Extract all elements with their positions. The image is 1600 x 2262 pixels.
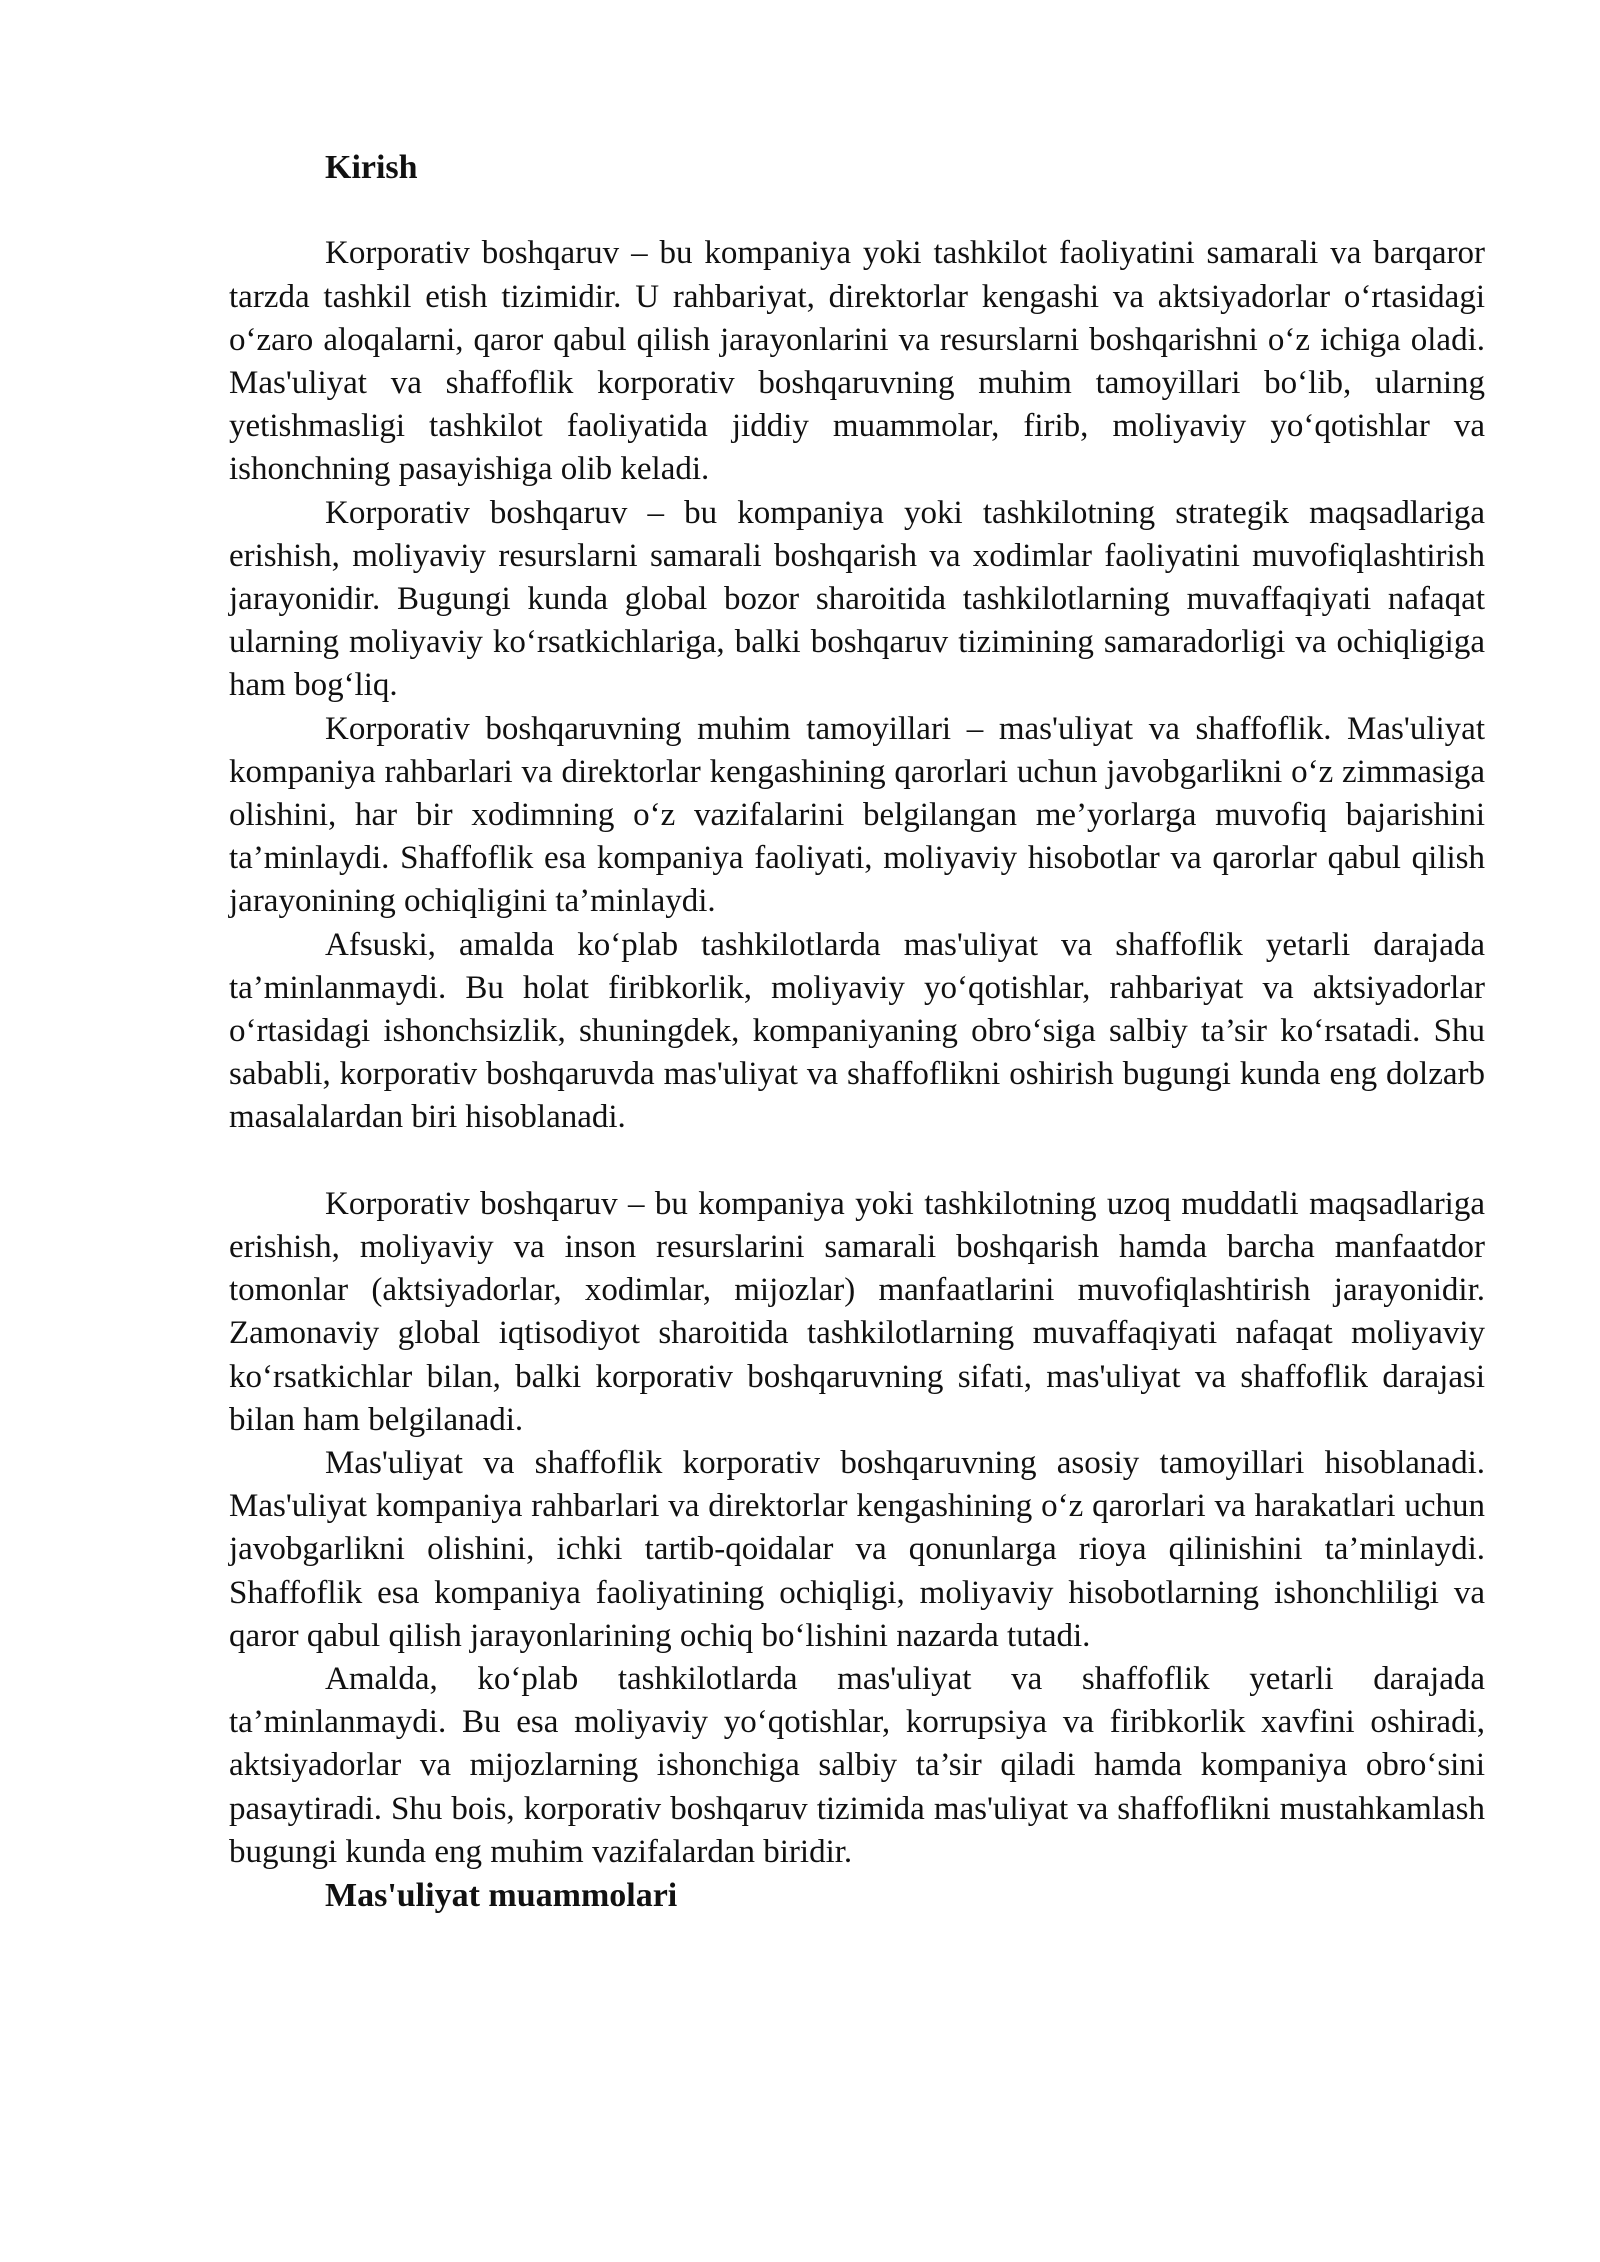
heading-kirish: Kirish xyxy=(325,149,418,186)
paragraph: Korporativ boshqaruvning muhim tamoyillari – mas'uliyat va shaffoflik. Mas'uliyat kompaniya rahbarlari va direktorlar kengashining qarorlari uchun javobgarlikni o‘z zimmasiga olishini, har bir xodimning o‘z vazifalarini belgilangan me’yorlarga muvofiq bajarishini ta’minlaydi. Shaffoflik esa kompaniya faoliyati, moliyaviy hisobotlar va qarorlar qabul qilish jarayonining ochiqligini ta’minlaydi. xyxy=(229,710,1485,920)
paragraph: Korporativ boshqaruv – bu kompaniya yoki tashkilot faoliyatini samarali va barqaror tarzda tashkil etish tizimidir. U rahbariyat, direktorlar kengashi va aktsiyadorlar o‘rtasidagi o‘zaro aloqalarni, qaror qabul qilish jarayonlarini va resurslarni boshqarishni o‘z ichiga oladi. Mas'uliyat va shaffoflik korporativ boshqaruvning muhim tamoyillari bo‘lib, ularning yetishmasligi tashkilot faoliyatida jiddiy muammolar, firib, moliyaviy yo‘qotishlar va ishonchning pasayishiga olib keladi. xyxy=(229,235,1485,488)
heading-masuliyat-muammolari: Mas'uliyat muammolari xyxy=(325,1877,678,1915)
spacer xyxy=(229,1140,1485,1183)
spacer xyxy=(229,189,1485,232)
paragraph: Mas'uliyat va shaffoflik korporativ boshqaruvning asosiy tamoyillari hisoblanadi. Mas'uliyat kompaniya rahbarlari va direktorlar kengashining o‘z qarorlari va harakatlari uchun javobgarlikni olishini, ichki tartib-qoidalar va qonunlarga rioya qilinishini ta’minlaydi. Shaffoflik esa kompaniya faoliyatining ochiqligi, moliyaviy hisobotlarning ishonchliligi va qaror qabul qilish jarayonlarining ochiq bo‘lishini nazarda tutadi. xyxy=(229,1445,1485,1654)
paragraph: Amalda, ko‘plab tashkilotlarda mas'uliyat va shaffoflik yetarli darajada ta’minlanmaydi. Bu esa moliyaviy yo‘qotishlar, korrupsiya va firibkorlik xavfini oshiradi, aktsiyadorlar va mijozlarning ishonchiga salbiy ta’sir qiladi hamda kompaniya obro‘sini pasaytiradi. Shu bois, korporativ boshqaruv tizimida mas'uliyat va shaffoflikni mustahkamlash bugungi kunda eng muhim vazifalardan biridir. xyxy=(229,1661,1485,1870)
paragraph: Afsuski, amalda ko‘plab tashkilotlarda mas'uliyat va shaffoflik yetarli darajada ta’minlanmaydi. Bu holat firibkorlik, moliyaviy yo‘qotishlar, rahbariyat va aktsiyadorlar o‘rtasidagi ishonchsizlik, shuningdek, kompaniyaning obro‘siga salbiy ta’sir ko‘rsatadi. Shu sababli, korporativ boshqaruvda mas'uliyat va shaffoflikni oshirish bugungi kunda eng dolzarb masalalardan biri hisoblanadi. xyxy=(229,926,1485,1136)
paragraph: Korporativ boshqaruv – bu kompaniya yoki tashkilotning strategik maqsadlariga erishish, moliyaviy resurslarni samarali boshqarish va xodimlar faoliyatini muvofiqlashtirish jarayonidir. Bugungi kunda global bozor sharoitida tashkilotlarning muvaffaqiyati nafaqat ularning moliyaviy ko‘rsatkichlariga, balki boshqaruv tizimining samaradorligi va ochiqligiga ham bog‘liq. xyxy=(229,494,1485,704)
document-page xyxy=(229,146,1485,1917)
paragraph: Korporativ boshqaruv – bu kompaniya yoki tashkilotning uzoq muddatli maqsadlariga erishish, moliyaviy va inson resurslarini samarali boshqarish hamda barcha manfaatdor tomonlar (aktsiyadorlar, xodimlar, mijozlar) manfaatlarini muvofiqlashtirish jarayonidir. Zamonaviy global iqtisodiyot sharoitida tashkilotlarning muvaffaqiyati nafaqat moliyaviy ko‘rsatkichlar bilan, balki korporativ boshqaruvning sifati, mas'uliyat va shaffoflik darajasi bilan ham belgilanadi. xyxy=(229,1185,1485,1438)
